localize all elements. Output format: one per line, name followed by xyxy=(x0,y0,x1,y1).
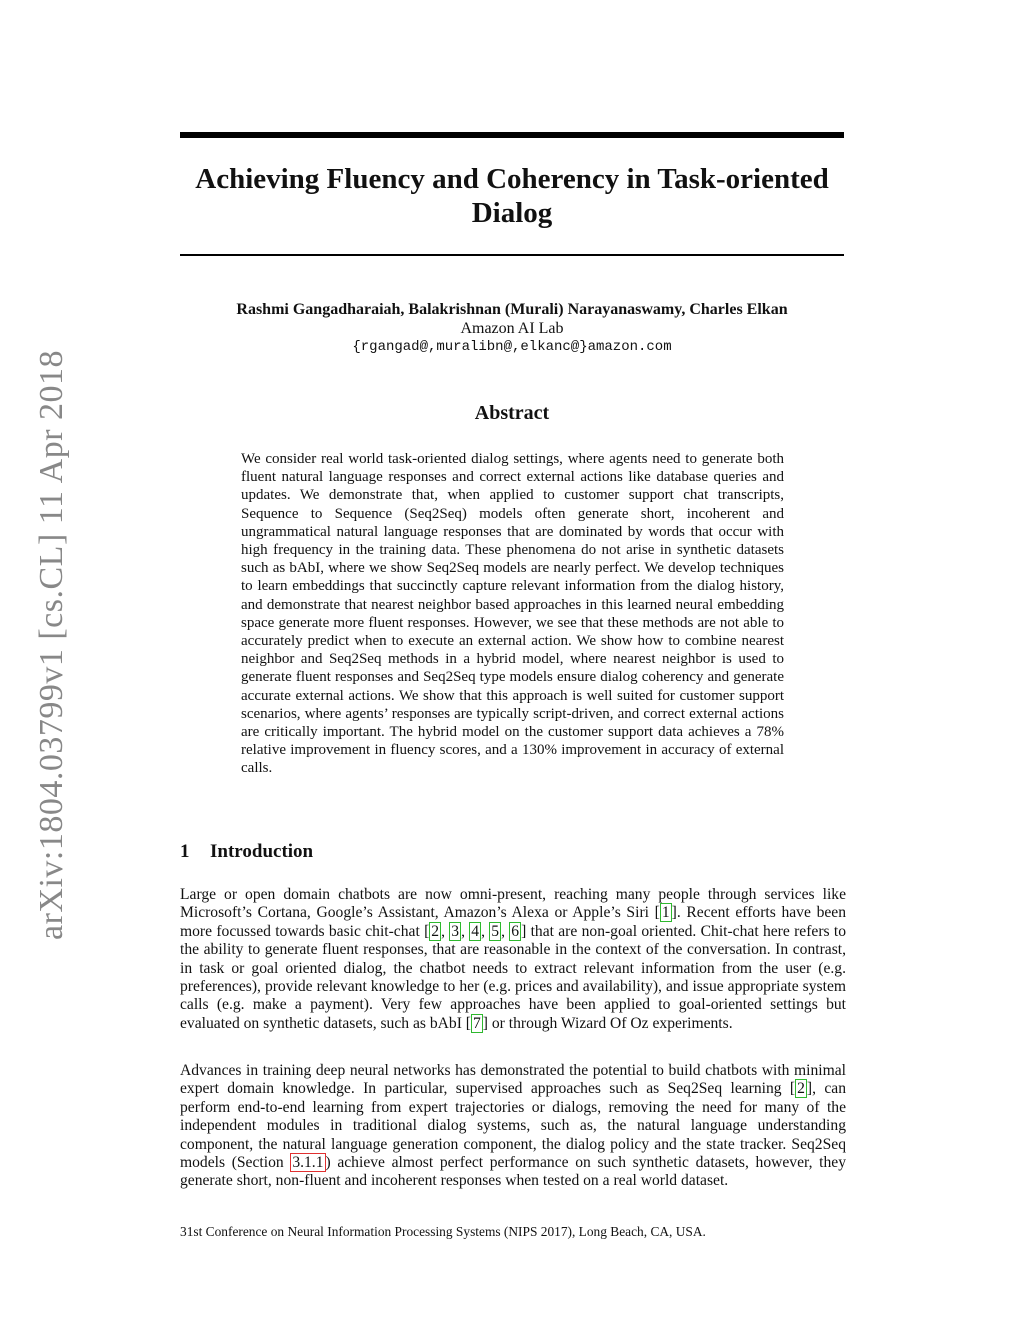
author-affiliation: Amazon AI Lab xyxy=(460,320,564,337)
title-rule-bottom xyxy=(180,254,844,256)
text-run: ] that are non-goal oriented. Chit-chat here refers to the ability to generate fluent responses, that are reasonable in the context of the conversation. In contrast, in task or goal oriented dialog, the chatbot needs to extract relevant information from the user (e.g. preferences), provide relevant knowledge to her (e.g. prices and availability), and issue appropriate system calls (e.g. make a payment). Very few approaches have been applied to goal-oriented settings but evaluated on synthetic datasets, such as bAbI [ xyxy=(180,922,847,1032)
author-names: Rashmi Gangadharaiah, Balakrishnan (Murali) Narayanaswamy, Charles Elkan xyxy=(236,301,788,318)
citation-link[interactable]: 6 xyxy=(511,922,520,940)
section-title: Introduction xyxy=(210,841,314,862)
author-email: {rgangad@,muralibn@,elkanc@}amazon.com xyxy=(352,339,672,355)
text-run: Advances in training deep neural networks has demonstrated the potential to build chatbots with minimal expert domain knowledge. In particular, supervised approaches such as Seq2Seq learning [ xyxy=(180,1062,846,1098)
text-run: Large or open domain chatbots are now omni-present, reaching many people through services like Microsoft’s Cortana, Google’s Assistant, Amazon’s Alexa or Apple’s Siri [ xyxy=(180,886,846,922)
citation-link[interactable]: 7 xyxy=(473,1014,481,1032)
citation-link[interactable]: 5 xyxy=(491,922,500,940)
section-reference-link[interactable]: 3.1.1 xyxy=(292,1154,324,1172)
text-run: ], can perform end-to-end learning from expert trajectories or dialogs, removing the need for many of the independent modules in traditional dialog systems, such as, the natural language understanding component, the natural language generation component, the dialog policy and the state tracker. Seq2Seq models (Section xyxy=(180,1080,846,1172)
text-run: ) achieve almost perfect performance on such synthetic datasets, however, they generate short, non-fluent and incoherent responses when tested on a real world dataset. xyxy=(180,1154,846,1190)
section-heading-introduction xyxy=(180,841,844,863)
text-run: , xyxy=(461,922,470,940)
citation-link[interactable]: 4 xyxy=(471,922,480,940)
citation-link[interactable]: 1 xyxy=(661,904,670,922)
conference-footnote: 31st Conference on Neural Information Processing Systems (NIPS 2017), Long Beach, CA, USA. xyxy=(180,1224,706,1239)
abstract-heading: Abstract xyxy=(474,402,550,424)
citation-link[interactable]: 2 xyxy=(797,1080,805,1098)
intro-paragraph-1 xyxy=(180,886,846,1033)
citation-link[interactable]: 3 xyxy=(451,922,460,940)
paper-title: Achieving Fluency and Coherency in Task-oriented Dialog xyxy=(195,163,829,229)
text-run: , xyxy=(441,922,450,940)
citation-link[interactable]: 2 xyxy=(431,922,440,940)
text-run: , xyxy=(501,922,510,940)
text-run: , xyxy=(481,922,490,940)
text-run: ] or through Wizard Of Oz experiments. xyxy=(482,1014,733,1032)
arxiv-identifier: arXiv:1804.03799v1 [cs.CL] 11 Apr 2018 xyxy=(33,349,70,940)
author-block xyxy=(180,300,844,357)
abstract-text: We consider real world task-oriented dialog settings, where agents need to generate both fluent natural language responses and correct external actions like database queries and updates. We demonstrate that, when applied to customer support chat transcripts, Sequence to Sequence (Seq2Seq) models often generate short, incoherent and ungrammatical natural language responses that are dominated by words that occur with high frequency in the training data. These phenomena do not arise in synthetic datasets such as bAbI, where we show Seq2Seq models are nearly perfect. We develop techniques to learn embeddings that succinctly capture relevant information from the dialog history, and demonstrate that nearest neighbor based approaches in this learned neural embedding space generate more fluent responses. However, we see that these methods are not able to accurately predict when to execute an external action. We show how to combine nearest neighbor and Seq2Seq methods in a hybrid model, where nearest neighbor is used to generate fluent responses and Seq2Seq type models ensure dialog coherency and generate accurate external actions. We show that this approach is well suited for customer support scenarios, where agents’ responses are typically script-driven, and correct external actions are critically important. The hybrid model on the customer support data achieves a 78% relative improvement in fluency scores, and a 130% improvement in accuracy of external calls. xyxy=(241,451,784,777)
section-number: 1 xyxy=(180,841,190,862)
text-run: ]. Recent efforts have been more focussed towards basic chit-chat [ xyxy=(180,904,846,940)
intro-paragraph-2 xyxy=(180,1062,846,1191)
title-rule-top xyxy=(180,132,844,138)
